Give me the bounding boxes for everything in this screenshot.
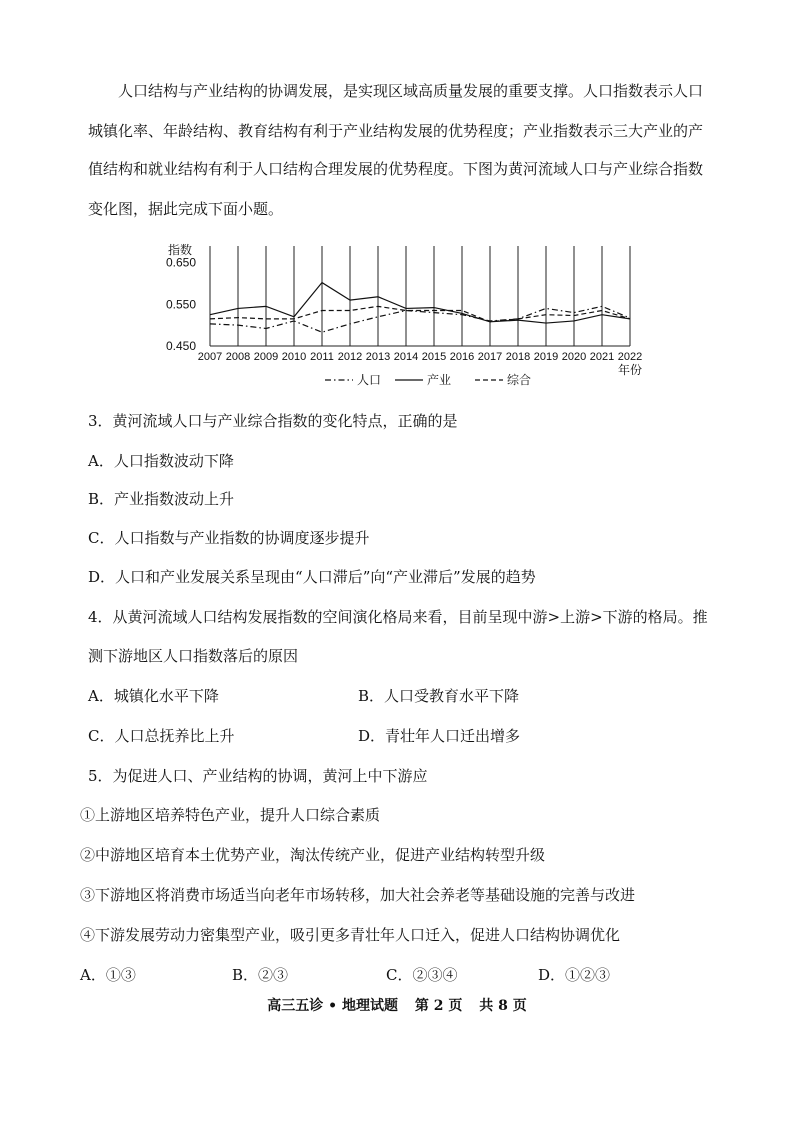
q4-stem-line-2: 测下游地区人口指数落后的原因 [88, 647, 299, 665]
q3-option-c[interactable]: C．人口指数与产业指数的协调度逐步提升 [88, 529, 370, 547]
x-axis-label: 年份 [617, 363, 643, 377]
q5-option-a[interactable]: A．①③ [80, 966, 136, 984]
q5-item-1: ①上游地区培养特色产业，提升人口综合素质 [80, 806, 381, 824]
footer-title: 高三五诊 • 地理试题 [267, 998, 398, 1014]
x-tick-label-2019: 2019 [533, 351, 559, 363]
q3-option-d[interactable]: D．人口和产业发展关系呈现由“人口滞后”向“产业滞后”发展的趋势 [88, 568, 536, 586]
x-tick-label-2011: 2011 [310, 351, 334, 363]
x-tick-label-2014: 2014 [393, 351, 419, 363]
q3-stem: 3．黄河流域人口与产业综合指数的变化特点，正确的是 [88, 412, 458, 430]
legend-label-2: 综合 [507, 373, 532, 387]
q5-option-c[interactable]: C．②③④ [386, 966, 458, 984]
x-tick-label-2018: 2018 [505, 351, 531, 363]
q3-option-a[interactable]: A．人口指数波动下降 [88, 452, 234, 470]
intro-line-2: 城镇化率、年龄结构、教育结构有利于产业结构发展的优势程度；产业指数表示三大产业的产 [88, 122, 704, 140]
y-tick-label-0.550: 0.550 [166, 297, 197, 312]
intro-line-1: 人口结构与产业结构的协调发展，是实现区域高质量发展的重要支撑。人口指数表示人口 [118, 82, 704, 100]
q4-option-a[interactable]: A．城镇化水平下降 [88, 687, 219, 705]
q5-option-d[interactable]: D．①②③ [538, 966, 611, 984]
q5-stem: 5．为促进人口、产业结构的协调，黄河上中下游应 [88, 767, 428, 785]
x-tick-label-2017: 2017 [477, 351, 503, 363]
x-tick-label-2009: 2009 [253, 351, 279, 363]
q5-item-3: ③下游地区将消费市场适当向老年市场转移，加大社会养老等基础设施的完善与改进 [80, 886, 636, 904]
q4-stem-line-1: 4．从黄河流域人口结构发展指数的空间演化格局来看，目前呈现中游>上游>下游的格局。推 [88, 608, 708, 626]
footer-total-pages: 共 8 页 [479, 998, 527, 1014]
q4-option-b[interactable]: B．人口受教育水平下降 [358, 687, 520, 705]
intro-line-4: 变化图，据此完成下面小题。 [88, 200, 284, 218]
x-tick-label-2007: 2007 [197, 351, 223, 363]
x-tick-label-2010: 2010 [281, 351, 307, 363]
q5-option-b[interactable]: B．②③ [232, 966, 289, 984]
y-tick-label-0.450: 0.450 [166, 339, 197, 353]
page-footer [0, 995, 794, 1015]
legend-label-0: 人口 [357, 373, 382, 387]
q4-option-c[interactable]: C．人口总抚养比上升 [88, 727, 235, 745]
y-tick-label-0.650: 0.650 [166, 255, 197, 270]
y-axis-label: 指数 [168, 243, 193, 257]
x-tick-label-2016: 2016 [449, 351, 475, 363]
q5-item-4: ④下游发展劳动力密集型产业，吸引更多青壮年人口迁入，促进人口结构协调优化 [80, 926, 621, 944]
legend-label-1: 产业 [427, 373, 452, 387]
x-tick-label-2022: 2022 [617, 351, 643, 363]
q4-option-d[interactable]: D．青壮年人口迁出增多 [358, 727, 521, 745]
series-line-1 [210, 283, 630, 323]
x-tick-label-2021: 2021 [589, 351, 615, 363]
x-tick-label-2008: 2008 [225, 351, 251, 363]
intro-line-3: 值结构和就业结构有利于人口结构合理发展的优势程度。下图为黄河流域人口与产业综合指数 [88, 160, 704, 178]
index-change-chart [150, 238, 650, 398]
footer-page-number: 第 2 页 [414, 998, 463, 1014]
x-tick-label-2013: 2013 [365, 351, 391, 363]
x-tick-label-2015: 2015 [421, 351, 447, 363]
q5-item-2: ②中游地区培育本土优势产业，淘汰传统产业，促进产业结构转型升级 [80, 846, 546, 864]
q3-option-b[interactable]: B．产业指数波动上升 [88, 490, 235, 508]
x-tick-label-2012: 2012 [337, 351, 363, 363]
x-tick-label-2020: 2020 [561, 351, 587, 363]
